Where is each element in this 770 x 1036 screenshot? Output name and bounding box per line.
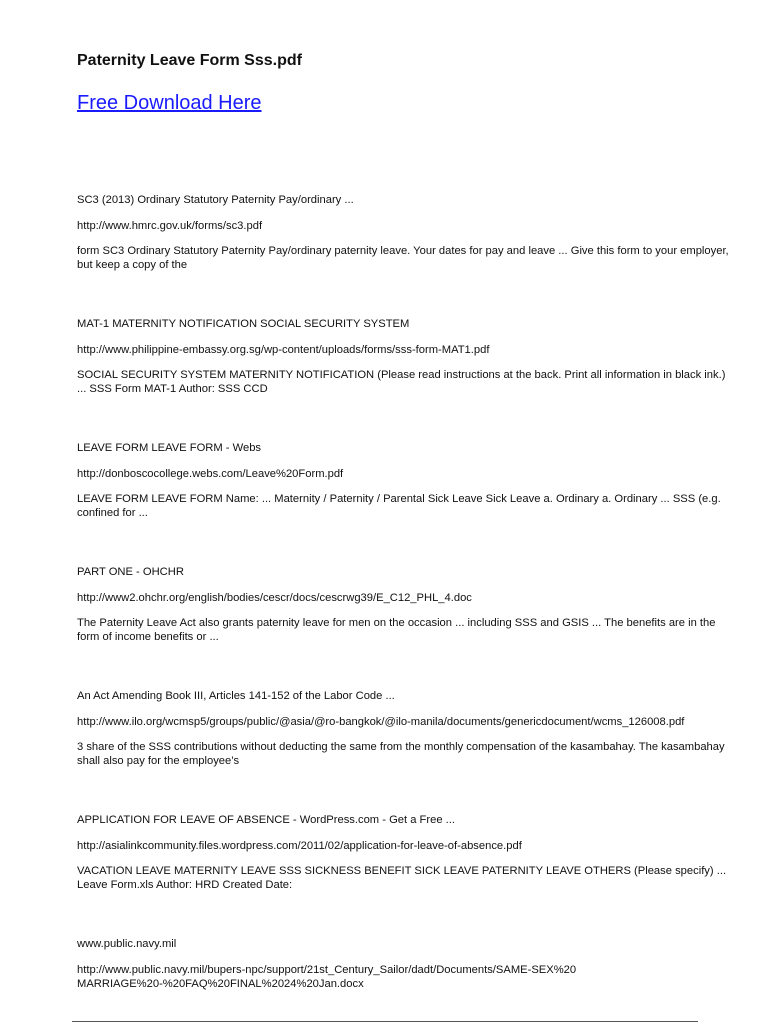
document-title: Paternity Leave Form Sss.pdf [77, 52, 302, 69]
entry-url[interactable]: http://asialinkcommunity.files.wordpress.com/2011/02/application-for-leave-of-absence.pdf [77, 840, 522, 852]
entry-url[interactable]: http://www.ilo.org/wcmsp5/groups/public/@asia/@ro-bangkok/@ilo-manila/documents/genericdocument/wcms_126008.pdf [77, 716, 685, 728]
entry-title: APPLICATION FOR LEAVE OF ABSENCE - WordPress.com - Get a Free ... [77, 814, 455, 826]
list-item [77, 441, 737, 520]
list-item [77, 565, 737, 644]
free-download-link[interactable]: Free Download Here [77, 92, 262, 114]
list-item [77, 689, 737, 768]
entry-description: 3 share of the SSS contributions without deducting the same from the monthly compensation of the kasambahay. The kasambahay shall also pay for the employee’s [77, 741, 725, 767]
list-item [77, 193, 737, 272]
entry-title: PART ONE - OHCHR [77, 566, 184, 578]
results-list [77, 193, 737, 1036]
entry-url[interactable]: http://www.hmrc.gov.uk/forms/sc3.pdf [77, 220, 263, 232]
entry-url[interactable]: http://www2.ohchr.org/english/bodies/cescr/docs/cescrwg39/E_C12_PHL_4.doc [77, 592, 472, 604]
entry-description: LEAVE FORM LEAVE FORM Name: ... Maternity / Paternity / Parental Sick Leave Sick Leave a. Ordinary a. Ordinary ... SSS (e.g. confined for ... [77, 493, 721, 519]
entry-url[interactable]: http://www.public.navy.mil/bupers-npc/support/21st_Century_Sailor/dadt/Documents/SAME-SEX%20MARRIAGE%20-%20FAQ%20FINAL%2024%20Jan.docx [77, 964, 577, 990]
entry-url[interactable]: http://donboscocollege.webs.com/Leave%20Form.pdf [77, 468, 344, 480]
footer-divider [72, 1021, 698, 1022]
entry-title: An Act Amending Book III, Articles 141-152 of the Labor Code ... [77, 690, 395, 702]
entry-title: www.public.navy.mil [77, 938, 177, 950]
entry-description: form SC3 Ordinary Statutory Paternity Pay/ordinary paternity leave. Your dates for pay and leave ... Give this form to your employer, but keep a copy of the [77, 245, 729, 271]
entry-description: VACATION LEAVE MATERNITY LEAVE SSS SICKNESS BENEFIT SICK LEAVE PATERNITY LEAVE OTHERS (Please specify) ... Leave Form.xls Author: HRD Created Date: [77, 865, 727, 891]
entry-title: MAT-1 MATERNITY NOTIFICATION SOCIAL SECURITY SYSTEM [77, 318, 410, 330]
list-item [77, 317, 737, 396]
entry-url[interactable]: http://www.philippine-embassy.org.sg/wp-content/uploads/forms/sss-form-MAT1.pdf [77, 344, 490, 356]
entry-title: LEAVE FORM LEAVE FORM - Webs [77, 442, 262, 454]
entry-description: SOCIAL SECURITY SYSTEM MATERNITY NOTIFICATION (Please read instructions at the back. Print all information in black ink.) ... SSS Form MAT-1 Author: SSS CCD [77, 369, 726, 395]
list-item [77, 937, 737, 991]
entry-title: SC3 (2013) Ordinary Statutory Paternity Pay/ordinary ... [77, 194, 354, 206]
entry-description: The Paternity Leave Act also grants paternity leave for men on the occasion ... including SSS and GSIS ... The benefits are in the form of income benefits or ... [77, 617, 716, 643]
list-item [77, 813, 737, 892]
